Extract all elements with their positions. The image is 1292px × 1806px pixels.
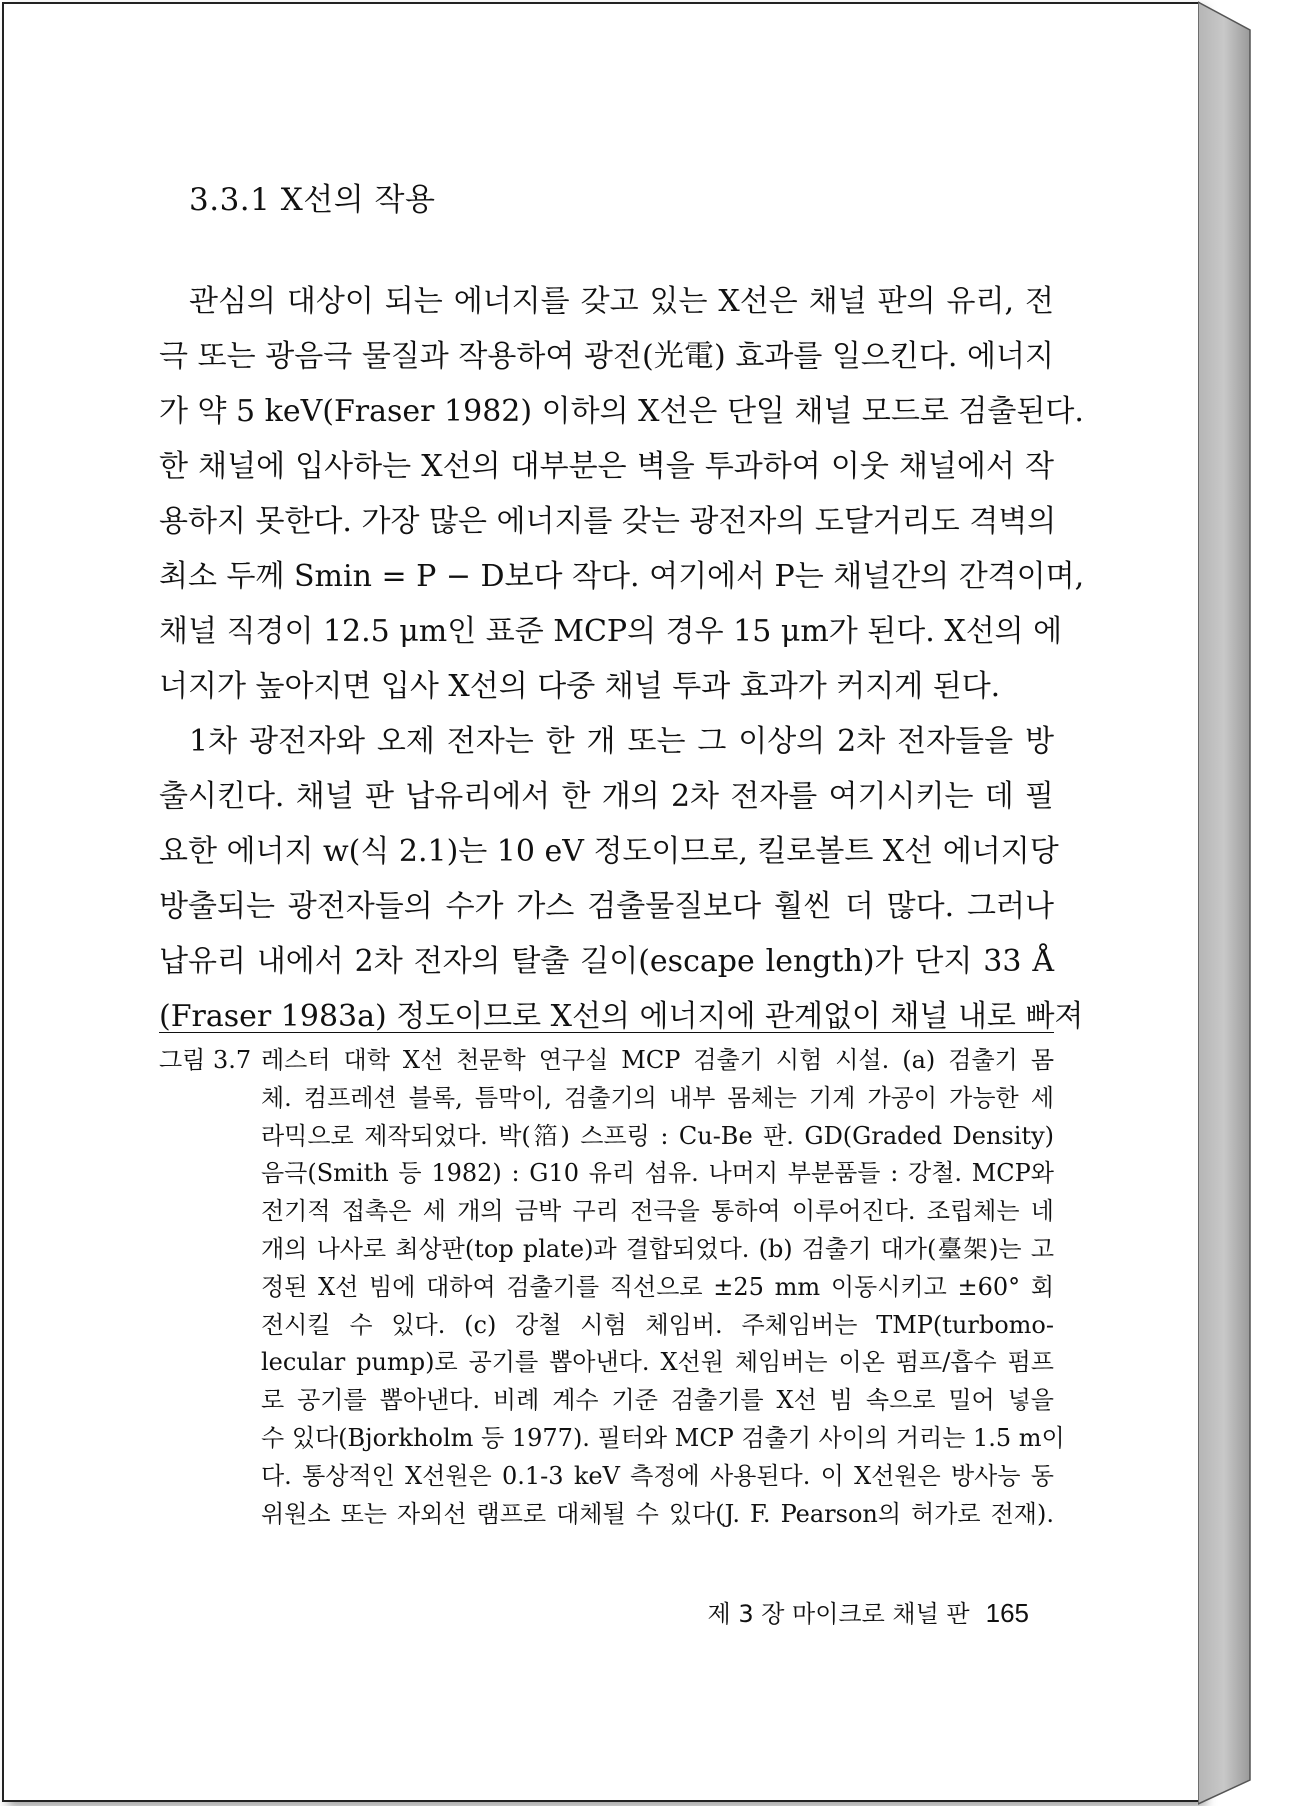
body-line: 가 약 5 keV(Fraser 1982) 이하의 X선은 단일 채널 모드로 검출된다. xyxy=(159,394,1084,429)
caption-line: lecular pump)로 공기를 뽑아낸다. X선원 체임버는 이온 펌프/흡수 펌프 xyxy=(261,1348,1054,1377)
page-number: 165 xyxy=(985,1598,1029,1628)
body-line: 요한 에너지 w(식 2.1)는 10 eV 정도이므로, 킬로볼트 X선 에너지당 xyxy=(159,834,1059,869)
caption-text xyxy=(261,1042,1065,1533)
book-page xyxy=(2,2,1200,1802)
body-line: 한 채널에 입사하는 X선의 대부분은 벽을 투과하여 이웃 채널에서 작 xyxy=(159,449,1054,484)
caption-line: 음극(Smith 등 1982) : G10 유리 섬유. 나머지 부분품들 : 강철. MCP와 xyxy=(261,1159,1054,1188)
caption-line: 다. 통상적인 X선원은 0.1-3 keV 측정에 사용된다. 이 X선원은 방사능 동 xyxy=(261,1461,1054,1490)
section-heading: 3.3.1 X선의 작용 xyxy=(189,182,436,218)
caption-line: 위원소 또는 자외선 램프로 대체될 수 있다(J. F. Pearson의 허가로 전재). xyxy=(261,1499,1054,1528)
caption-line: 전기적 접촉은 세 개의 금박 구리 전극을 통하여 이루어진다. 조립체는 네 xyxy=(261,1197,1054,1226)
body-line: 채널 직경이 12.5 μm인 표준 MCP의 경우 15 μm가 된다. X선의 에 xyxy=(159,614,1063,649)
caption-line: 체. 컴프레션 블록, 틈막이, 검출기의 내부 몸체는 기계 가공이 가능한 세 xyxy=(261,1083,1054,1112)
body-line: 출시킨다. 채널 판 납유리에서 한 개의 2차 전자를 여기시키는 데 필 xyxy=(159,779,1054,814)
body-line: 용하지 못한다. 가장 많은 에너지를 갖는 광전자의 도달거리도 격벽의 xyxy=(159,504,1057,539)
body-line: 너지가 높아지면 입사 X선의 다중 채널 투과 효과가 커지게 된다. xyxy=(159,669,1001,704)
caption-line: 레스터 대학 X선 천문학 연구실 MCP 검출기 시험 시설. (a) 검출기 몸 xyxy=(261,1046,1054,1074)
caption-line: 라믹으로 제작되었다. 박(箔) 스프링 : Cu-Be 판. GD(Graded Density) xyxy=(261,1121,1054,1150)
figure-label: 그림 3.7 xyxy=(159,1046,252,1074)
caption-line: 개의 나사로 최상판(top plate)과 결합되었다. (b) 검출기 대가(臺架)는 고 xyxy=(261,1234,1054,1263)
body-line: 극 또는 광음극 물질과 작용하여 광전(光電) 효과를 일으킨다. 에너지 xyxy=(159,339,1054,374)
page-edge xyxy=(1198,0,1258,1806)
body-line: 1차 광전자와 오제 전자는 한 개 또는 그 이상의 2차 전자들을 방 xyxy=(189,724,1054,759)
body-line: 최소 두께 Smin = P − D보다 작다. 여기에서 P는 채널간의 간격이며, xyxy=(159,559,1085,594)
caption-line: 수 있다(Bjorkholm 등 1977). 필터와 MCP 검출기 사이의 거리는 1.5 m이 xyxy=(261,1423,1065,1452)
caption-divider xyxy=(159,1032,1054,1033)
chapter-title: 제 3 장 마이크로 채널 판 xyxy=(707,1600,970,1628)
page-footer xyxy=(159,1594,1029,1629)
body-line: 방출되는 광전자들의 수가 가스 검출물질보다 훨씬 더 많다. 그러나 xyxy=(159,889,1054,924)
body-text xyxy=(159,274,1085,1044)
caption-line: 로 공기를 뽑아낸다. 비례 계수 기준 검출기를 X선 빔 속으로 밀어 넣을 xyxy=(261,1386,1054,1415)
caption-line: 전시킬 수 있다. (c) 강철 시험 체임버. 주체임버는 TMP(turbomo- xyxy=(261,1310,1054,1339)
body-line: 관심의 대상이 되는 에너지를 갖고 있는 X선은 채널 판의 유리, 전 xyxy=(189,284,1054,319)
caption-line: 정된 X선 빔에 대하여 검출기를 직선으로 ±25 mm 이동시키고 ±60° 회 xyxy=(261,1272,1054,1301)
body-line: 납유리 내에서 2차 전자의 탈출 길이(escape length)가 단지 33 Å xyxy=(159,944,1054,979)
body-line: (Fraser 1983a) 정도이므로 X선의 에너지에 관계없이 채널 내로 빠져 xyxy=(159,999,1084,1034)
